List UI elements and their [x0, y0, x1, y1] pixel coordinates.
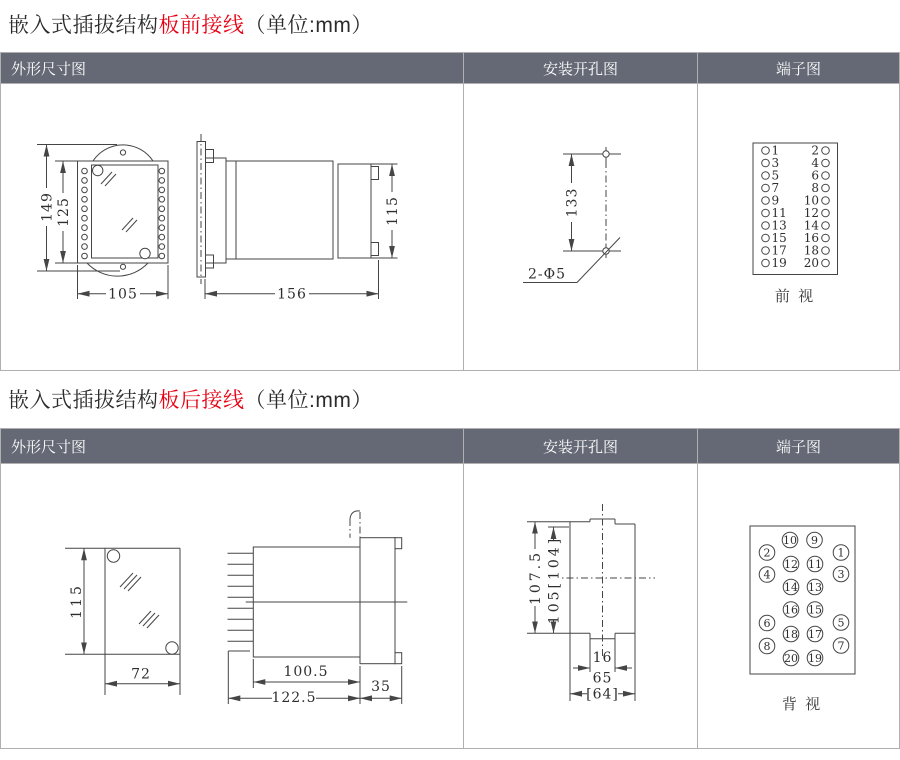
dimension-149: [37, 145, 120, 272]
outline-drawing-front-wiring: [1, 84, 463, 370]
side-view-drawing: [228, 511, 408, 706]
terminal-number: 17: [808, 628, 822, 641]
terminal-number: 1: [771, 143, 780, 158]
terminal-number: 13: [771, 218, 787, 233]
dimension-107-5: [528, 522, 544, 634]
terminal-drawing-back-view: [698, 464, 899, 748]
dimension-16: [573, 639, 632, 672]
dim-label-156: 156: [277, 286, 307, 303]
dim-label-122-5: 122.5: [271, 689, 317, 706]
terminal-number: 18: [803, 243, 819, 258]
dim-label-115: 115: [384, 196, 401, 226]
install-drawing-rear-wiring: [464, 464, 697, 748]
dim-label-105-104: 105[104]: [546, 535, 563, 625]
header-outline-dimensions: 外形尺寸图: [11, 60, 87, 78]
dim-label-107-5: 107.5: [527, 549, 544, 606]
terminal-number: 20: [784, 652, 798, 665]
terminal-pins: [228, 553, 254, 641]
table-front-wiring: [0, 52, 900, 371]
install-drawing-front-wiring: [464, 84, 697, 370]
front-view-drawing: [37, 145, 168, 303]
dimension-35: [360, 666, 402, 704]
terminal-number: 2: [811, 143, 819, 158]
terminal-number: 18: [784, 628, 798, 641]
terminal-number: 3: [837, 568, 845, 581]
table-rear-wiring: [0, 428, 900, 749]
mounting-hole-bottom: [120, 264, 125, 269]
cell-outline-1: [1, 84, 463, 370]
terminal-number: 19: [771, 256, 787, 270]
terminal-number: 3: [771, 156, 780, 170]
terminal-number: 9: [811, 534, 818, 547]
dim-label-16: 16: [592, 650, 613, 666]
terminal-number: 5: [837, 616, 845, 630]
dimension-64: [570, 687, 635, 703]
cell-install-1: [463, 84, 697, 370]
terminal-pins-left: [762, 144, 787, 271]
drill-hole-top: [603, 151, 609, 157]
title-highlight-red: 板后接线: [158, 389, 245, 412]
terminal-number: 6: [763, 617, 771, 630]
terminal-number: 15: [771, 231, 787, 245]
dim-label-149: 149: [39, 192, 56, 222]
header-terminal-diagram: 端子图: [697, 53, 899, 83]
terminal-number: 1: [837, 546, 845, 560]
terminal-circles: [759, 532, 849, 666]
dim-label-105: 105: [108, 286, 138, 303]
terminal-number: 20: [803, 256, 819, 270]
terminal-number: 8: [763, 640, 771, 653]
terminal-number: 4: [763, 568, 771, 582]
terminal-number: 2: [763, 546, 771, 560]
section2-title: [8, 384, 373, 414]
terminal-number: 8: [811, 181, 819, 195]
cell-terminal-1: [697, 84, 899, 370]
terminal-number: 19: [808, 652, 822, 665]
dim-label-65: 65: [592, 670, 613, 687]
view-caption-front: 前 视: [774, 288, 816, 305]
drill-holes-drawing: [523, 147, 621, 283]
terminal-drawing-front-view: [698, 84, 899, 370]
terminal-number: 7: [837, 639, 845, 653]
table1-header-row: [1, 53, 899, 83]
terminal-number: 9: [771, 193, 780, 208]
terminal-number: 16: [803, 231, 819, 245]
view-caption-back: 背 视: [781, 696, 823, 713]
header-terminal-diagram: 端子图: [697, 429, 899, 463]
section1-title: [8, 9, 373, 39]
dim-label-72: 72: [131, 666, 151, 683]
terminal-number: 12: [803, 206, 819, 220]
terminal-number: 12: [784, 558, 798, 571]
terminal-number: 13: [808, 581, 822, 594]
dim-label-64: [64]: [586, 686, 619, 703]
title-suffix: （单位:mm）: [244, 389, 373, 412]
title-prefix: 嵌入式插拔结构: [8, 14, 159, 37]
hole-spec-label: 2-Φ5: [527, 266, 567, 283]
dimension-125: [55, 161, 78, 263]
dimension-105-104: [546, 527, 569, 633]
terminal-number: 14: [784, 581, 798, 594]
terminal-pins-right: [804, 144, 830, 271]
terminal-number: 10: [803, 193, 819, 208]
terminal-number: 15: [808, 603, 822, 617]
panel-edge-mark: [350, 511, 360, 538]
header-install-cutout: 安装开孔图: [463, 53, 697, 83]
terminal-number: 11: [808, 558, 822, 571]
terminal-number: 11: [771, 206, 787, 220]
terminal-number: 14: [803, 218, 819, 233]
dim-label-35: 35: [371, 679, 391, 695]
header-install-cutout: 安装开孔图: [463, 429, 697, 463]
header-outline-dimensions: 外形尺寸图: [11, 438, 87, 456]
dim-label-115: 115: [68, 583, 85, 619]
title-suffix: （单位:mm）: [244, 14, 373, 37]
drill-hole-bottom: [603, 248, 609, 254]
terminal-number: 10: [783, 534, 797, 547]
terminal-strip-left: [82, 168, 88, 259]
title-prefix: 嵌入式插拔结构: [8, 389, 159, 412]
front-view-drawing: [65, 548, 180, 695]
terminal-strip-right: [159, 168, 165, 259]
terminal-number: 4: [811, 156, 819, 170]
title-highlight-red: 板前接线: [158, 14, 245, 37]
glass-hatch-marks: [120, 573, 159, 628]
dim-label-100-5: 100.5: [283, 664, 329, 680]
dimension-72: [105, 667, 180, 684]
terminal-number: 6: [811, 168, 819, 183]
terminal-number: 5: [771, 168, 780, 183]
dim-label-133: 133: [564, 187, 581, 218]
table2-header-row: [1, 429, 899, 463]
cell-outline-2: [1, 464, 463, 748]
dim-label-125: 125: [55, 197, 72, 227]
outline-drawing-rear-wiring: [1, 464, 463, 748]
cell-install-2: [463, 464, 697, 748]
mounting-hole-top: [120, 150, 125, 155]
cell-terminal-2: [697, 464, 899, 748]
dimension-115: [69, 548, 85, 654]
terminal-number: 17: [771, 243, 787, 258]
terminal-number: 7: [771, 181, 780, 195]
terminal-number: 16: [784, 603, 798, 617]
dimension-115: [371, 164, 401, 258]
dimension-156: [205, 260, 379, 303]
side-view-drawing: [197, 134, 401, 303]
dimension-133: [564, 154, 580, 251]
glass-hatch-marks: [101, 172, 137, 232]
